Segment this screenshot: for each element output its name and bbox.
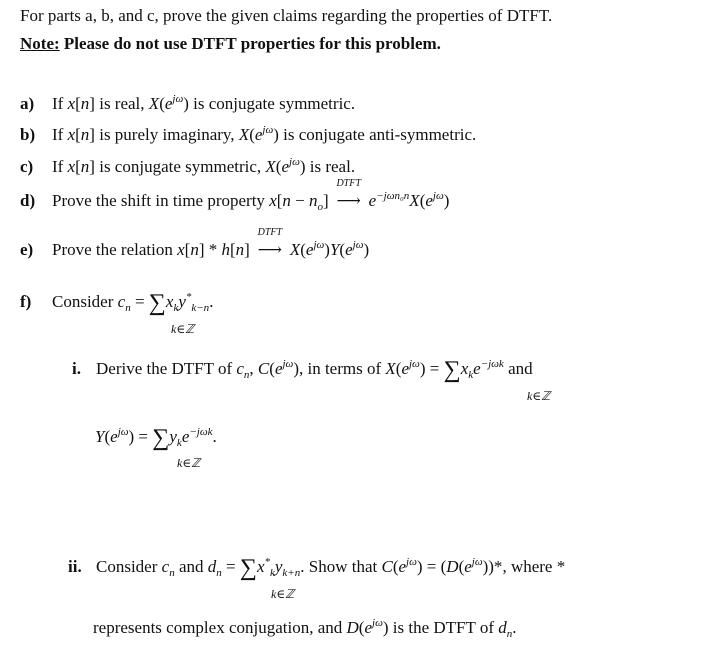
item-i-text2: ,: [249, 359, 258, 378]
item-c-text1: If: [52, 157, 68, 176]
dtft-arrow-label: DTFT: [257, 227, 283, 238]
sum-index: k∈ℤ: [177, 456, 201, 470]
item-ii-text1: Consider: [96, 557, 162, 576]
item-b-text2: is purely imaginary,: [94, 125, 239, 144]
sum-index: k∈ℤ: [171, 322, 195, 336]
item-a: a) If x[n] is real, $X(e^{j\omega})$ is conjugate symmetric.: [20, 93, 356, 113]
item-a-text1: If: [52, 94, 68, 113]
item-e-label: e): [20, 240, 34, 259]
item-b-label: b): [20, 125, 36, 144]
item-d: d) Prove the shift in time property $x[n - n_o]$ DTFT ⟶ $e^{-j\omega n_0n}X(e^{j\omega})$: [20, 178, 450, 213]
dtft-arrow-label: DTFT: [336, 178, 361, 189]
item-ii-text4: , where *: [502, 557, 566, 576]
item-i-text4: and: [503, 359, 533, 378]
item-d-label: d): [20, 191, 36, 210]
last-text1: represents complex conjugation, and: [93, 618, 347, 637]
item-a-text3: is conjugate symmetric.: [188, 94, 356, 113]
item-i: i. Derive the DTFT of $c_n$, $C(e^{j\omega})$, in terms of $X(e^{j\omega}) = \sum x_ke^{-j\omega k}$ and: [72, 357, 533, 383]
item-i-text3: , in terms of: [298, 359, 386, 378]
item-b-text3: is conjugate anti-symmetric.: [278, 125, 477, 144]
item-e-text1: Prove the relation: [52, 240, 178, 259]
item-c-label: c): [20, 157, 34, 176]
item-i-text1: Derive the DTFT of: [96, 359, 237, 378]
item-ii-label: ii.: [68, 557, 82, 576]
note-text: Please do not use DTFT properties for this problem.: [59, 34, 441, 53]
item-b: b) If x[n] is purely imaginary, $X(e^{j\omega})$ is conjugate anti-symmetric.: [20, 124, 477, 144]
note-label: Note:: [20, 34, 60, 53]
item-e: e) Prove the relation x[n] * h[n] DTFT ⟶ $X(e^{j\omega})Y(e^{j\omega})$: [20, 227, 370, 259]
y-definition: $Y(e^{j\omega}) = \sum y_ke^{-j\omega k}$.: [95, 425, 217, 451]
item-ii: ii. Consider $c_n$ and $d_n = \sum x^*_ky_{k+n}$. Show that $C(e^{j\omega}) = (D(e^{j\omega}))*$, where *: [68, 555, 566, 581]
item-c: c) If x[n] is conjugate symmetric, $X(e^{j\omega})$ is real.: [20, 156, 356, 176]
item-ii-text2: and: [174, 557, 208, 576]
item-a-label: a): [20, 94, 35, 113]
dtft-arrow: DTFT ⟶: [250, 240, 290, 260]
item-c-text2: is conjugate symmetric,: [94, 157, 266, 176]
item-f-label: f): [20, 292, 32, 311]
item-a-text2: is real,: [94, 94, 149, 113]
dtft-arrow: DTFT ⟶: [329, 191, 369, 211]
sum-index: k∈ℤ: [271, 587, 295, 601]
sum-index: k∈ℤ: [527, 389, 551, 403]
item-d-text1: Prove the shift in time property: [52, 191, 270, 210]
last-text2: is the DTFT of: [388, 618, 499, 637]
intro-text: For parts a, b, and c, prove the given claims regarding the properties of DTFT.: [20, 6, 553, 25]
item-f-text1: Consider: [52, 292, 118, 311]
item-i-label: i.: [72, 359, 81, 378]
item-f: f) Consider $c_n = \sum x_ky^*_{k-n}$.: [20, 290, 214, 316]
item-c-text3: is real.: [305, 157, 356, 176]
last-line: represents complex conjugation, and $D(e^{j\omega})$ is the DTFT of $d_n$.: [93, 617, 517, 640]
note-line: [20, 34, 441, 54]
item-ii-text3: Show that: [304, 557, 382, 576]
item-b-text1: If: [52, 125, 68, 144]
